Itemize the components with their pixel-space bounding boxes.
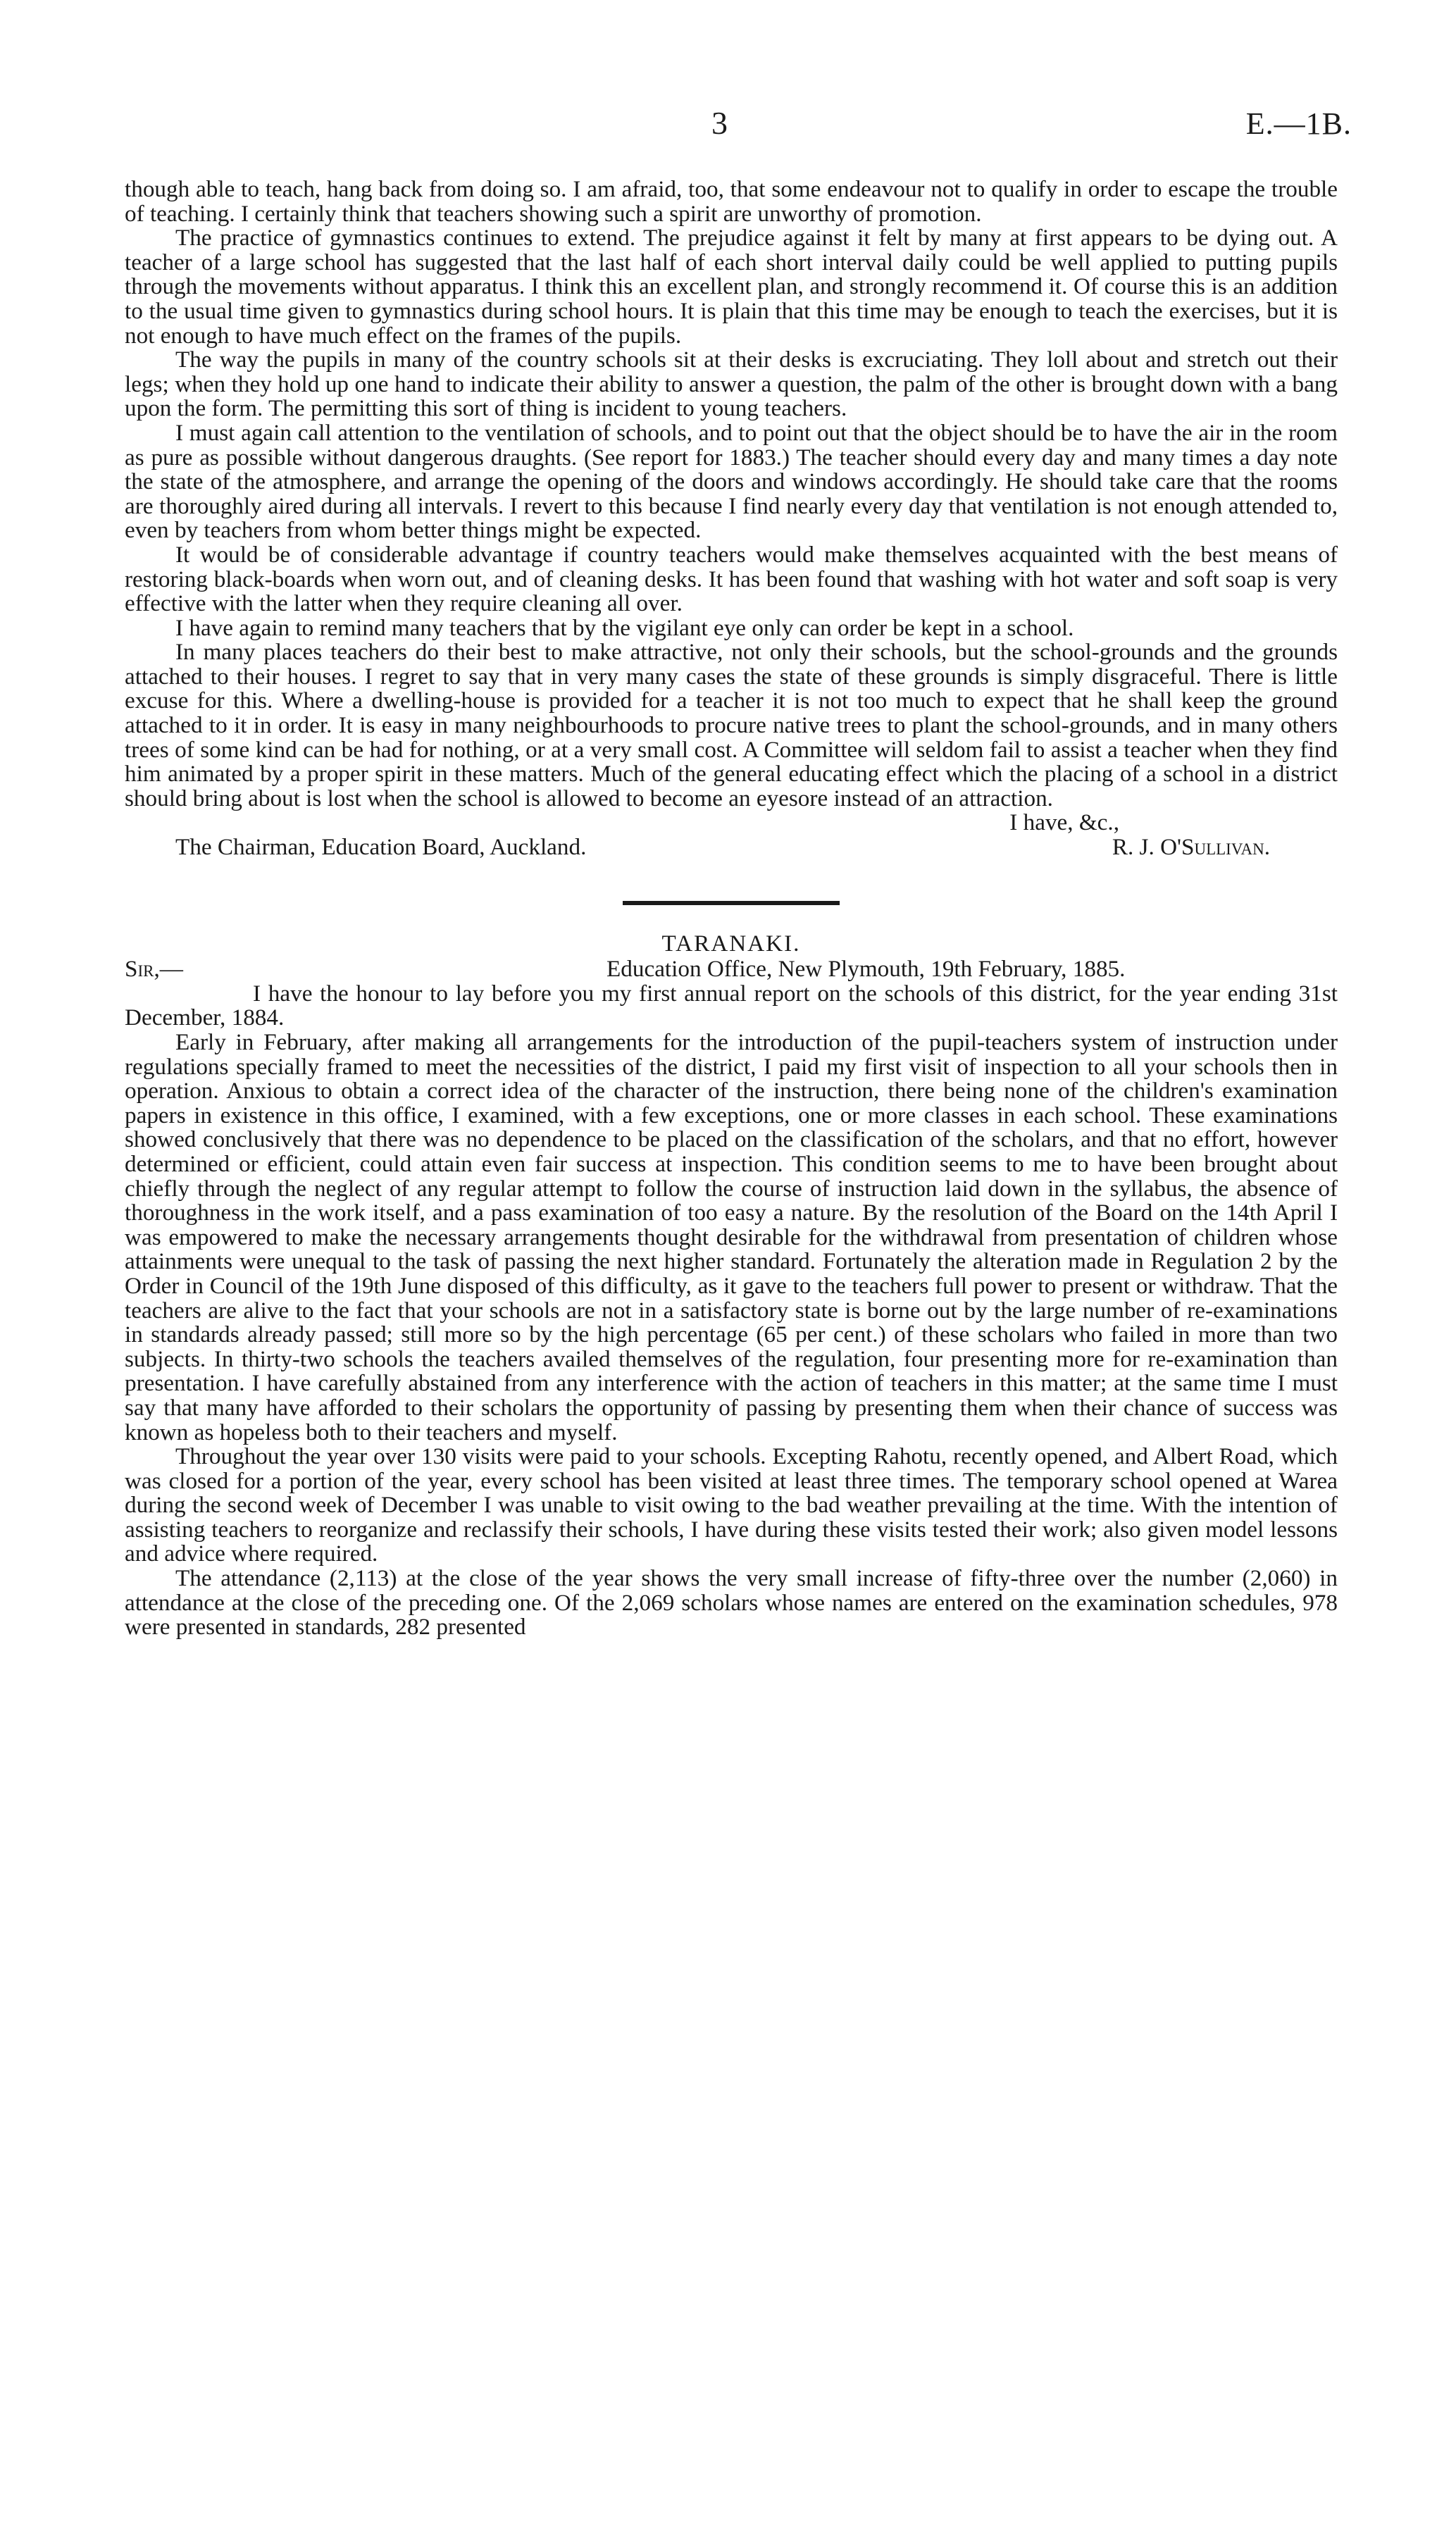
auckland-paragraph-ventilation: I must again call attention to the ventilation of schools, and to point out that the object should be to have the air in the room as pure as possible without dangerous draughts. (See report for 1883.) The teacher should every day and many times a day note the state of the atmosphere, and arrange the opening of the doors and windows accordingly. He should take care that the rooms are thoroughly aired during all intervals. I revert to this because I find nearly every day that ventilation is not enough attended to, even by teachers from whom better things might be expected. bbox=[125, 419, 1338, 544]
dateline: Education Office, New Plymouth, 19th February, 1885. bbox=[606, 956, 1126, 983]
taranaki-paragraph-inspection: Early in February, after making all arrangements for the introduction of the pupil-teachers system of instruction under regulations specially framed to meet the necessities of the district, I paid my first visit of inspection to all your schools then in operation. Anxious to obtain a correct idea of the character of the instruction, there being none of the children's examination papers in existence in this office, I examined, with a few exceptions, one or more classes in each school. These examinations showed conclusively that there was no dependence to be placed on the classification of the scholars, and that no effort, however determined or efficient, could attain even fair success at inspection. This condition seems to me to have been brought about chiefly through the neglect of any regular attempt to follow the course of instruction laid down in the syllabus, the absence of thoroughness in the work itself, and a pass examination of too easy a nature. By the resolution of the Board on the 14th April I was empowered to make the necessary arrangements thought desirable for the withdrawal from presentation of children whose attainments were unequal to the task of passing the next higher standard. Fortunately the alteration made in Regulation 2 by the Order in Council of the 19th June disposed of this difficulty, as it gave to the teachers full power to present or withdraw. That the teachers are alive to the fact that your schools are not in a satisfactory state is borne out by the large number of re-examinations in standards already passed; still more so by the high percentage (65 per cent.) of these scholars who failed in more than two subjects. In thirty-two schools the teachers availed themselves of the regulation, four presenting more for re-examination than presentation. I have carefully abstained from any interference with the action of teachers in this matter; at the same time I must say that many have afforded to their scholars the opportunity of passing by presenting them when their chance of success was known as hopeless both to their teachers and myself. bbox=[125, 1029, 1338, 1445]
closing-line: I have, &c., bbox=[1009, 809, 1119, 836]
salutation-row bbox=[125, 957, 1338, 982]
auckland-paragraph-blackboards: It would be of considerable advantage if country teachers would make themselves acquainted with the best means of restoring black-boards when worn out, and of cleaning desks. It has been found that washing with hot water and soft soap is very effective with the latter when they require cleaning all over. bbox=[125, 541, 1338, 617]
page-body bbox=[125, 178, 1338, 1640]
auckland-paragraph-grounds: In many places teachers do their best to make attractive, not only their schools, but the school-grounds and the grounds attached to their houses. I regret to say that in very many cases the state of these grounds is simply disgraceful. There is little excuse for this. Where a dwelling-house is provided for a teacher it is not too much to expect that he shall keep the ground attached to it in order. It is easy in many neighbourhoods to procure native trees to plant the school-grounds, and in many others trees of some kind can be had for nothing, or at a very small cost. A Committee will seldom fail to assist a teacher when they find him animated by a proper spirit in these matters. Much of the general educating effect which the placing of a school in a district should bring about is lost when the school is allowed to become an eyesore instead of an attraction. bbox=[125, 639, 1338, 811]
salutation: Sir,— bbox=[125, 956, 183, 983]
auckland-paragraph-continued: though able to teach, hang back from doing so. I am afraid, too, that some endeavour not to qualify in order to escape the trouble of teaching. I certainly think that teachers showing such a spirit are unworthy of promotion. bbox=[125, 176, 1338, 227]
section-title: TARANAKI. bbox=[661, 930, 801, 957]
taranaki-paragraph-attendance: The attendance (2,113) at the close of the year shows the very small increase of fifty-three over the number (2,060) in attendance at the close of the preceding one. Of the 2,069 scholars whose names are entered on the examination schedules, 978 were presented in standards, 282 presented bbox=[125, 1565, 1338, 1641]
addressee: The Chairman, Education Board, Auckland. bbox=[175, 834, 587, 861]
signature-row bbox=[125, 835, 1338, 860]
page-number: 3 bbox=[711, 105, 728, 141]
taranaki-paragraph-visits: Throughout the year over 130 visits were paid to your schools. Excepting Rahotu, recently opened, and Albert Road, which was closed for a portion of the year, every school has been visited at least three times. The temporary school opened at Warea during the second week of December I was unable to visit owing to the bad weather prevailing at the time. With the intention of assisting teachers to reorganize and reclassify their schools, I have during these visits tested their work; also given model lessons and advice where required. bbox=[125, 1443, 1338, 1567]
section-divider bbox=[623, 901, 840, 905]
signatory: R. J. O'Sullivan. bbox=[1112, 834, 1270, 861]
document-code: E.—1B. bbox=[1245, 106, 1352, 141]
auckland-paragraph-order: I have again to remind many teachers that by the vigilant eye only can order be kept in a school. bbox=[175, 614, 1074, 641]
taranaki-opening: I have the honour to lay before you my first annual report on the schools of this district, for the year ending 31st December, 1884. bbox=[125, 980, 1338, 1031]
auckland-paragraph-desks: The way the pupils in many of the country schools sit at their desks is excruciating. They loll about and stretch out their legs; when they hold up one hand to indicate their ability to answer a question, the palm of the other is brought down with a bang upon the form. The permitting this sort of thing is incident to young teachers. bbox=[125, 347, 1338, 422]
auckland-paragraph-gymnastics: The practice of gymnastics continues to extend. The prejudice against it felt by many at first appears to be dying out. A teacher of a large school has suggested that the last half of each short interval daily could be well applied to putting pupils through the movements without apparatus. I think this an excellent plan, and strongly recommend it. Of course this is an addition to the usual time given to gymnastics during school hours. It is plain that this time may be enough to teach the exercises, but it is not enough to have much effect on the frames of the pupils. bbox=[125, 225, 1338, 349]
